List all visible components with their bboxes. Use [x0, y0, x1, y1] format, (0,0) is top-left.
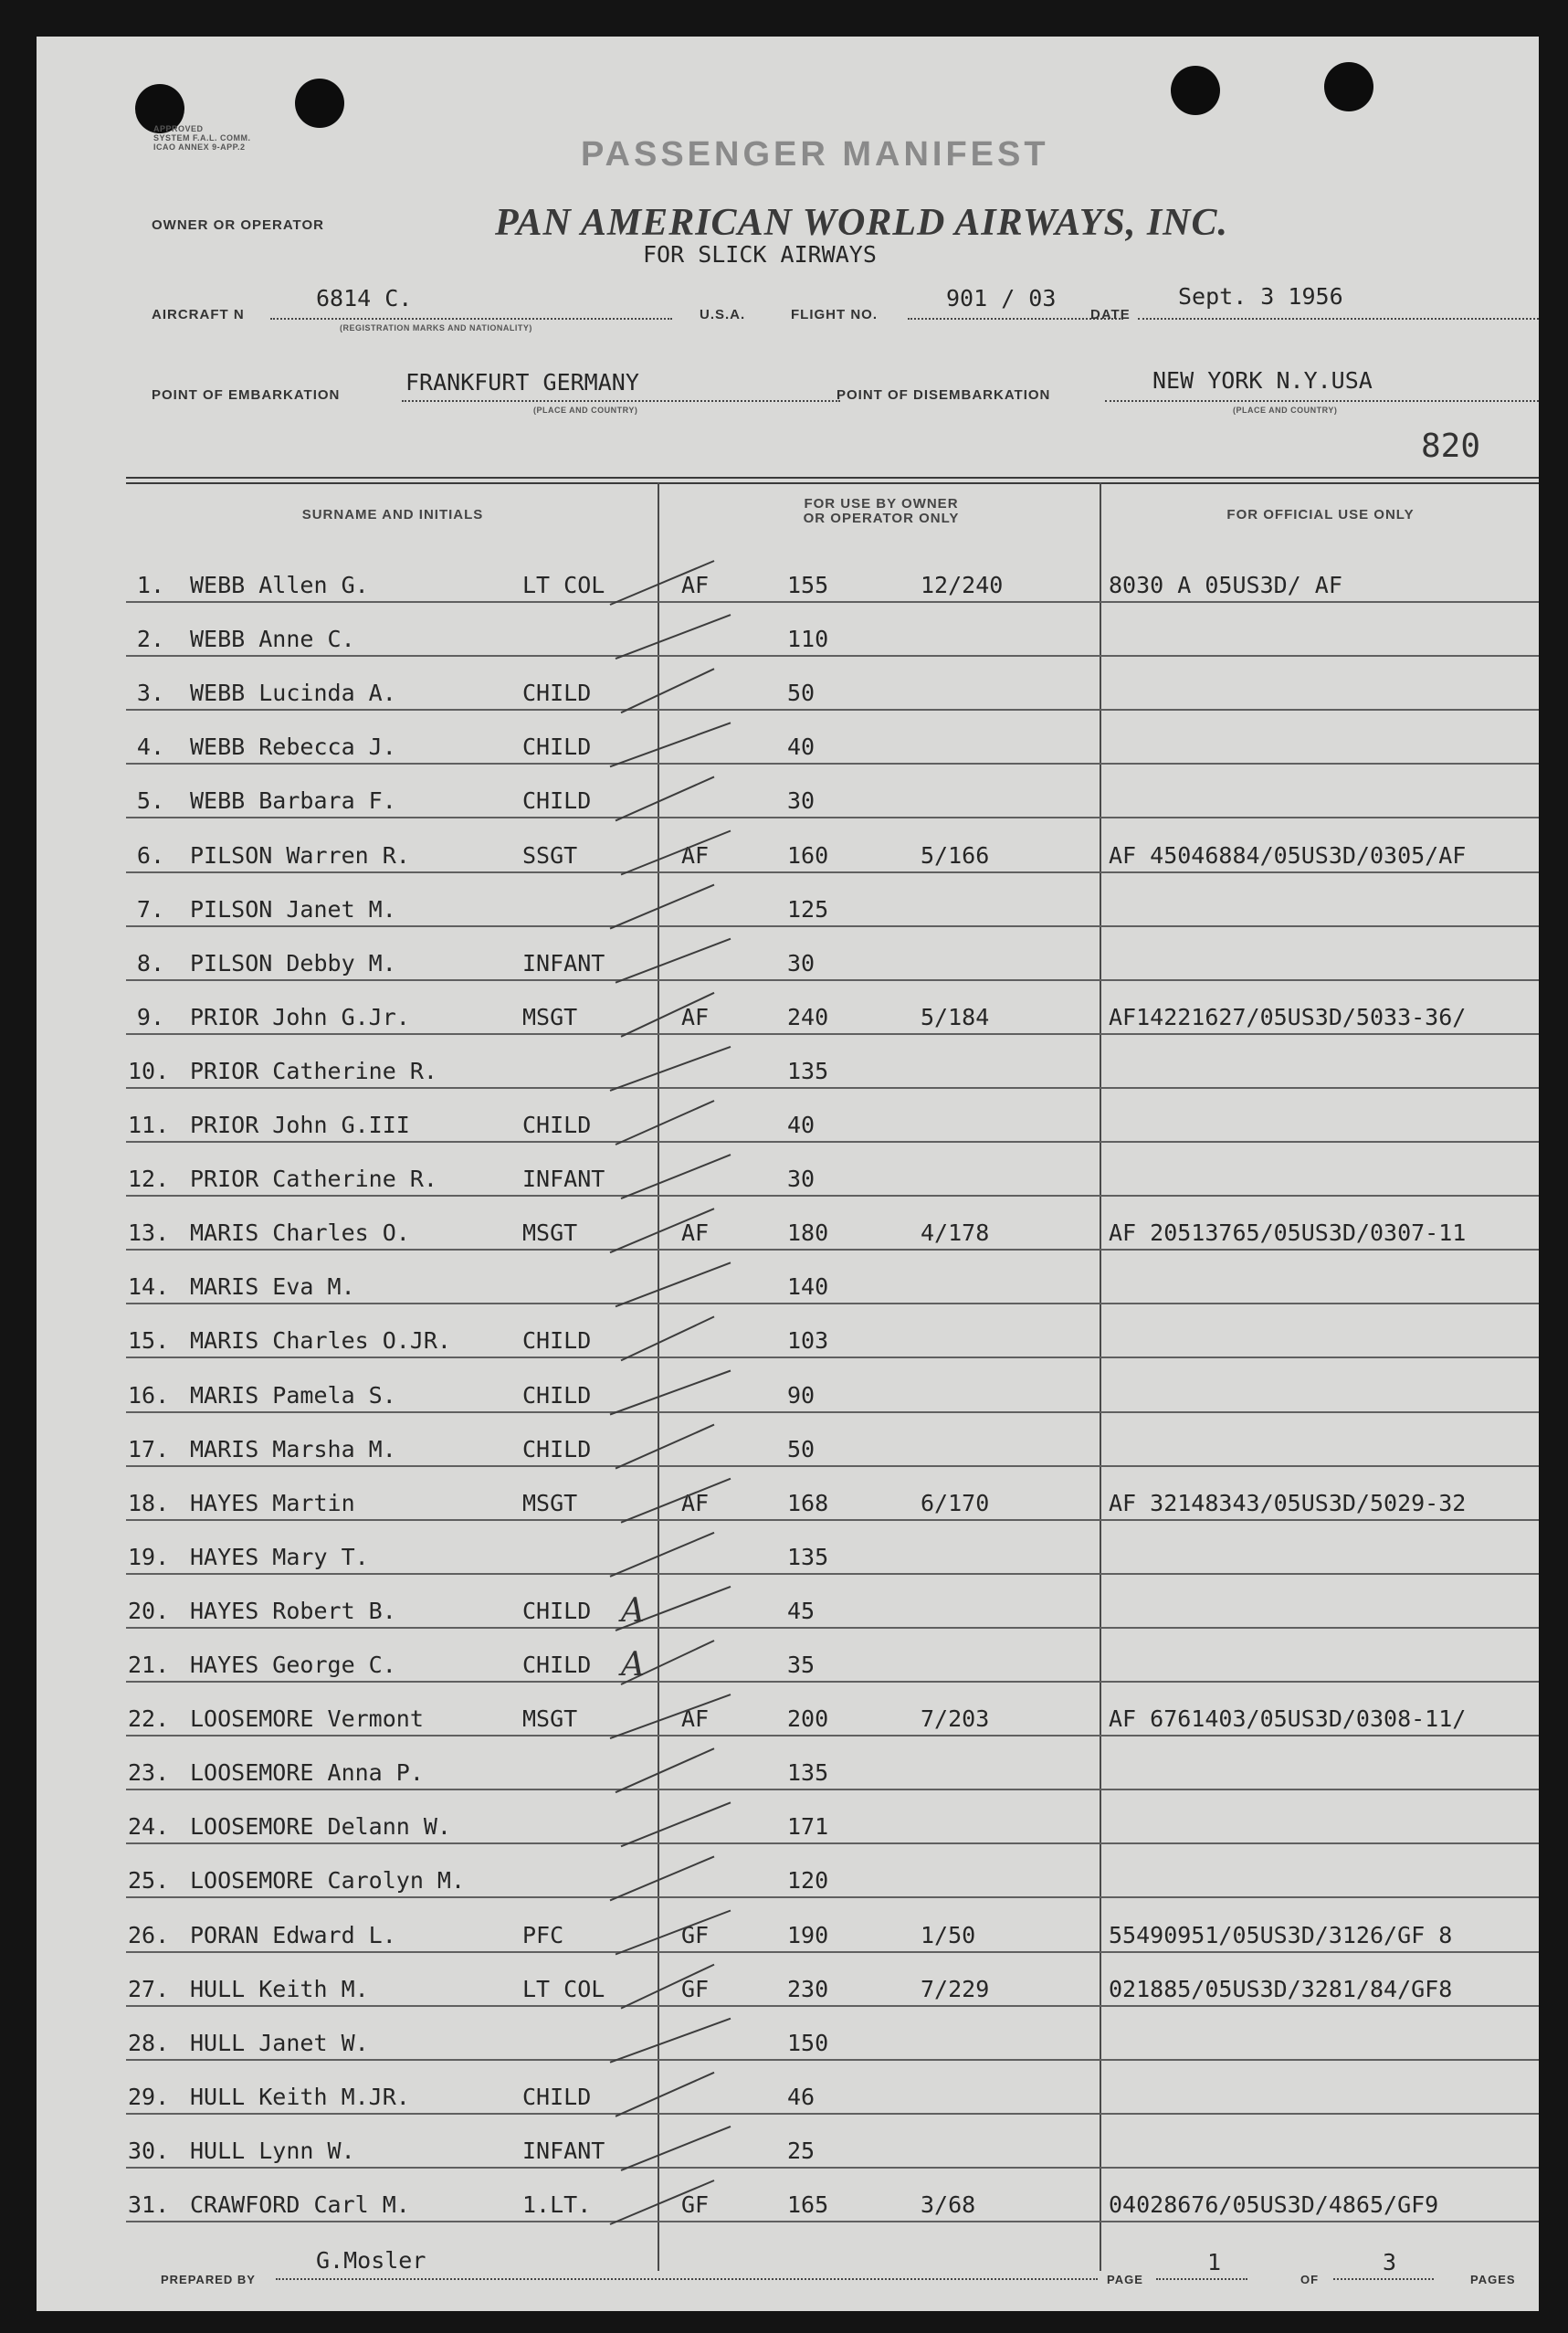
- page-value: 1: [1207, 2249, 1222, 2275]
- check-stroke: [616, 939, 731, 983]
- of-value: 3: [1383, 2249, 1397, 2275]
- aircraft-label: AIRCRAFT N: [152, 307, 245, 322]
- passenger-weight: 40: [787, 1112, 816, 1138]
- passenger-rank: INFANT: [522, 2137, 605, 2164]
- check-marks: [37, 37, 1539, 2311]
- passenger-weight: 200: [787, 1705, 829, 1733]
- passenger-code: 5/184: [921, 1003, 990, 1030]
- passenger-weight: 135: [787, 1759, 829, 1787]
- passenger-rank: CHILD: [522, 1652, 592, 1678]
- passenger-number: 25.: [128, 1867, 170, 1895]
- passenger-code: 1/50: [921, 1921, 976, 1948]
- passenger-weight: 50: [787, 680, 816, 707]
- page-label: PAGE: [1107, 2273, 1143, 2286]
- column-surname: SURNAME AND INITIALS: [301, 507, 484, 523]
- check-stroke: [621, 669, 714, 713]
- passenger-branch: GF: [681, 1975, 710, 2002]
- passenger-rank: CHILD: [522, 734, 592, 761]
- passenger-rank: LT COL: [522, 1975, 605, 2002]
- check-stroke: [610, 561, 714, 605]
- passenger-number: 13.: [128, 1219, 170, 1247]
- date-value: Sept. 3 1956: [1178, 283, 1343, 310]
- check-stroke: [616, 1425, 714, 1469]
- passenger-code: 4/178: [921, 1219, 990, 1247]
- passenger-number: 5.: [136, 787, 164, 815]
- passenger-name: HAYES George C.: [190, 1652, 396, 1678]
- passenger-number: 31.: [128, 2191, 170, 2218]
- embark-value: FRANKFURT GERMANY: [405, 369, 639, 396]
- passenger-weight: 135: [787, 1543, 829, 1570]
- passenger-rank: MSGT: [522, 1003, 578, 1030]
- check-stroke: [616, 1911, 731, 1955]
- passenger-name: WEBB Anne C.: [190, 626, 355, 653]
- passenger-number: 11.: [128, 1112, 170, 1138]
- passenger-name: WEBB Barbara F.: [190, 787, 396, 815]
- passenger-number: 23.: [128, 1759, 170, 1787]
- column-official-use: FOR OFFICIAL USE ONLY: [1226, 507, 1415, 523]
- passenger-weight: 160: [787, 841, 829, 869]
- passenger-number: 4.: [136, 734, 164, 761]
- passenger-number: 21.: [128, 1652, 170, 1678]
- passenger-weight: 190: [787, 1921, 829, 1948]
- passenger-name: PRIOR Catherine R.: [190, 1166, 437, 1193]
- approval-note: APPROVED SYSTEM F.A.L. COMM. ICAO ANNEX 9-APP.2: [153, 124, 251, 152]
- usa-label: U.S.A.: [700, 307, 746, 322]
- passenger-branch: AF: [681, 1003, 710, 1030]
- passenger-name: HULL Keith M.JR.: [190, 2083, 410, 2110]
- check-stroke: [621, 1316, 714, 1360]
- prepared-value: G.Mosler: [316, 2247, 426, 2274]
- passenger-name: WEBB Allen G.: [190, 572, 369, 598]
- passenger-weight: 125: [787, 895, 829, 923]
- prepared-label: PREPARED BY: [161, 2273, 256, 2286]
- passenger-number: 9.: [136, 1003, 164, 1030]
- reference-number: 820: [1421, 428, 1481, 465]
- passenger-weight: 46: [787, 2083, 816, 2110]
- passenger-weight: 25: [787, 2137, 816, 2164]
- passenger-official: 55490951/05US3D/3126/GF 8: [1109, 1921, 1453, 1948]
- passenger-weight: 50: [787, 1435, 816, 1462]
- passenger-number: 17.: [128, 1435, 170, 1462]
- check-stroke: [616, 1101, 714, 1145]
- passenger-name: WEBB Rebecca J.: [190, 734, 396, 761]
- passenger-number: 3.: [136, 680, 164, 707]
- flight-label: FLIGHT NO.: [791, 307, 878, 322]
- passenger-code: 12/240: [921, 572, 1004, 598]
- passenger-name: HAYES Martin: [190, 1489, 355, 1516]
- check-stroke: [610, 1047, 731, 1091]
- passenger-name: HAYES Mary T.: [190, 1543, 369, 1570]
- check-stroke: [616, 776, 714, 820]
- check-stroke: [610, 1856, 714, 1900]
- check-stroke: [610, 1209, 714, 1252]
- registration-note: (REGISTRATION MARKS AND NATIONALITY): [340, 323, 532, 333]
- passenger-number: 6.: [136, 841, 164, 869]
- passenger-rank: CHILD: [522, 2083, 592, 2110]
- passenger-name: LOOSEMORE Anna P.: [190, 1759, 424, 1787]
- check-stroke: [610, 1694, 731, 1738]
- passenger-rank: INFANT: [522, 1166, 605, 1193]
- passenger-weight: 120: [787, 1867, 829, 1895]
- passenger-name: PILSON Debby M.: [190, 949, 396, 976]
- disembark-note: (PLACE AND COUNTRY): [1233, 406, 1338, 415]
- passenger-branch: AF: [681, 841, 710, 869]
- passenger-code: 3/68: [921, 2191, 976, 2218]
- passenger-name: HULL Keith M.: [190, 1975, 369, 2002]
- embark-label: POINT OF EMBARKATION: [152, 387, 341, 403]
- passenger-weight: 110: [787, 626, 829, 653]
- check-stroke: [610, 885, 714, 929]
- passenger-weight: 155: [787, 572, 829, 598]
- check-stroke: [621, 1965, 714, 2009]
- passenger-number: 26.: [128, 1921, 170, 1948]
- passenger-code: 6/170: [921, 1489, 990, 1516]
- passenger-rank: CHILD: [522, 1381, 592, 1409]
- passenger-number: 29.: [128, 2083, 170, 2110]
- passenger-number: 20.: [128, 1597, 170, 1624]
- column-owner-use: FOR USE BY OWNER OR OPERATOR ONLY: [803, 496, 960, 526]
- check-stroke: [621, 831, 731, 875]
- passenger-name: MARIS Charles O.: [190, 1219, 410, 1247]
- passenger-rank: MSGT: [522, 1705, 578, 1733]
- passenger-name: LOOSEMORE Carolyn M.: [190, 1867, 466, 1895]
- passenger-weight: 35: [787, 1652, 816, 1678]
- passenger-official: AF 32148343/05US3D/5029-32: [1109, 1489, 1467, 1516]
- passenger-official: AF 45046884/05US3D/0305/AF: [1109, 841, 1467, 869]
- passenger-number: 14.: [128, 1273, 170, 1301]
- passenger-rank: CHILD: [522, 1327, 592, 1355]
- aircraft-value: 6814 C.: [316, 285, 413, 311]
- passenger-name: MARIS Pamela S.: [190, 1381, 396, 1409]
- passenger-name: PILSON Warren R.: [190, 841, 410, 869]
- passenger-number: 15.: [128, 1327, 170, 1355]
- passenger-name: WEBB Lucinda A.: [190, 680, 396, 707]
- passenger-official: AF 20513765/05US3D/0307-11: [1109, 1219, 1467, 1247]
- check-stroke: [616, 615, 731, 659]
- passenger-rank: CHILD: [522, 680, 592, 707]
- passenger-name: LOOSEMORE Vermont: [190, 1705, 424, 1733]
- passenger-number: 24.: [128, 1813, 170, 1841]
- check-stroke: [610, 723, 731, 766]
- passenger-name: MARIS Marsha M.: [190, 1435, 396, 1462]
- check-stroke: [610, 2019, 731, 2063]
- handwritten-mark: A: [621, 1591, 645, 1630]
- check-stroke: [621, 1155, 731, 1198]
- passenger-weight: 171: [787, 1813, 829, 1841]
- check-stroke: [616, 2073, 714, 2117]
- passenger-number: 18.: [128, 1489, 170, 1516]
- passenger-rank: 1.LT.: [522, 2191, 592, 2218]
- passenger-branch: AF: [681, 572, 710, 598]
- passenger-number: 7.: [136, 895, 164, 923]
- passenger-branch: AF: [681, 1705, 710, 1733]
- passenger-number: 12.: [128, 1166, 170, 1193]
- passenger-weight: 90: [787, 1381, 816, 1409]
- passenger-name: PORAN Edward L.: [190, 1921, 396, 1948]
- passenger-rank: CHILD: [522, 1112, 592, 1138]
- passenger-official: AF14221627/05US3D/5033-36/: [1109, 1003, 1467, 1030]
- check-stroke: [621, 2127, 731, 2170]
- passenger-branch: GF: [681, 1921, 710, 1948]
- document-title: PASSENGER MANIFEST: [581, 135, 1049, 174]
- check-stroke: [610, 1371, 731, 1415]
- embark-note: (PLACE AND COUNTRY): [533, 406, 638, 415]
- passenger-official: 04028676/05US3D/4865/GF9: [1109, 2191, 1439, 2218]
- passenger-number: 16.: [128, 1381, 170, 1409]
- passenger-weight: 30: [787, 949, 816, 976]
- passenger-weight: 30: [787, 1166, 816, 1193]
- check-stroke: [616, 1748, 714, 1792]
- passenger-rank: CHILD: [522, 1435, 592, 1462]
- passenger-rank: CHILD: [522, 1597, 592, 1624]
- passenger-number: 28.: [128, 2029, 170, 2056]
- passenger-weight: 135: [787, 1057, 829, 1084]
- passenger-number: 2.: [136, 626, 164, 653]
- passenger-weight: 168: [787, 1489, 829, 1516]
- manifest-page: [37, 37, 1539, 2311]
- passenger-rank: LT COL: [522, 572, 605, 598]
- passenger-rank: MSGT: [522, 1489, 578, 1516]
- passenger-name: PRIOR Catherine R.: [190, 1057, 437, 1084]
- passenger-code: 7/203: [921, 1705, 990, 1733]
- passenger-weight: 150: [787, 2029, 829, 2056]
- check-stroke: [610, 2180, 714, 2224]
- passenger-weight: 180: [787, 1219, 829, 1247]
- passenger-weight: 230: [787, 1975, 829, 2002]
- operator-name: PAN AMERICAN WORLD AIRWAYS, INC.: [495, 202, 1229, 244]
- passenger-number: 10.: [128, 1057, 170, 1084]
- passenger-number: 22.: [128, 1705, 170, 1733]
- passenger-weight: 140: [787, 1273, 829, 1301]
- passenger-weight: 45: [787, 1597, 816, 1624]
- disembark-label: POINT OF DISEMBARKATION: [837, 387, 1051, 403]
- passenger-code: 7/229: [921, 1975, 990, 2002]
- passenger-rank: SSGT: [522, 841, 578, 869]
- operator-sub: FOR SLICK AIRWAYS: [643, 241, 877, 268]
- check-stroke: [621, 1479, 731, 1523]
- passenger-name: HULL Lynn W.: [190, 2137, 355, 2164]
- passenger-name: PRIOR John G.Jr.: [190, 1003, 410, 1030]
- passenger-rank: MSGT: [522, 1219, 578, 1247]
- passenger-official: AF 6761403/05US3D/0308-11/: [1109, 1705, 1467, 1733]
- passenger-code: 5/166: [921, 841, 990, 869]
- passenger-name: HAYES Robert B.: [190, 1597, 396, 1624]
- owner-label: OWNER OR OPERATOR: [152, 217, 324, 233]
- passenger-branch: AF: [681, 1219, 710, 1247]
- passenger-weight: 30: [787, 787, 816, 815]
- check-stroke: [616, 1262, 731, 1306]
- date-label: DATE: [1090, 307, 1131, 322]
- passenger-weight: 165: [787, 2191, 829, 2218]
- passenger-weight: 40: [787, 734, 816, 761]
- passenger-name: CRAWFORD Carl M.: [190, 2191, 410, 2218]
- passenger-number: 19.: [128, 1543, 170, 1570]
- passenger-branch: GF: [681, 2191, 710, 2218]
- passenger-official: 8030 A 05US3D/ AF: [1109, 572, 1342, 598]
- passenger-number: 8.: [136, 949, 164, 976]
- check-stroke: [621, 1802, 731, 1846]
- passenger-rank: PFC: [522, 1921, 564, 1948]
- of-label: OF: [1300, 2273, 1320, 2286]
- passenger-name: LOOSEMORE Delann W.: [190, 1813, 451, 1841]
- pages-label: PAGES: [1470, 2273, 1516, 2286]
- passenger-weight: 103: [787, 1327, 829, 1355]
- passenger-weight: 240: [787, 1003, 829, 1030]
- passenger-name: PRIOR John G.III: [190, 1112, 410, 1138]
- passenger-name: MARIS Charles O.JR.: [190, 1327, 451, 1355]
- passenger-branch: AF: [681, 1489, 710, 1516]
- passenger-number: 27.: [128, 1975, 170, 2002]
- passenger-name: MARIS Eva M.: [190, 1273, 355, 1301]
- passenger-official: 021885/05US3D/3281/84/GF8: [1109, 1975, 1453, 2002]
- check-stroke: [621, 993, 714, 1037]
- passenger-name: HULL Janet W.: [190, 2029, 369, 2056]
- passenger-number: 1.: [136, 572, 164, 598]
- flight-value: 901 / 03: [946, 285, 1057, 311]
- passenger-rank: CHILD: [522, 787, 592, 815]
- handwritten-mark: A: [621, 1646, 645, 1684]
- passenger-rank: INFANT: [522, 949, 605, 976]
- check-stroke: [610, 1533, 714, 1577]
- passenger-number: 30.: [128, 2137, 170, 2164]
- passenger-name: PILSON Janet M.: [190, 895, 396, 923]
- disembark-value: NEW YORK N.Y.USA: [1152, 367, 1373, 394]
